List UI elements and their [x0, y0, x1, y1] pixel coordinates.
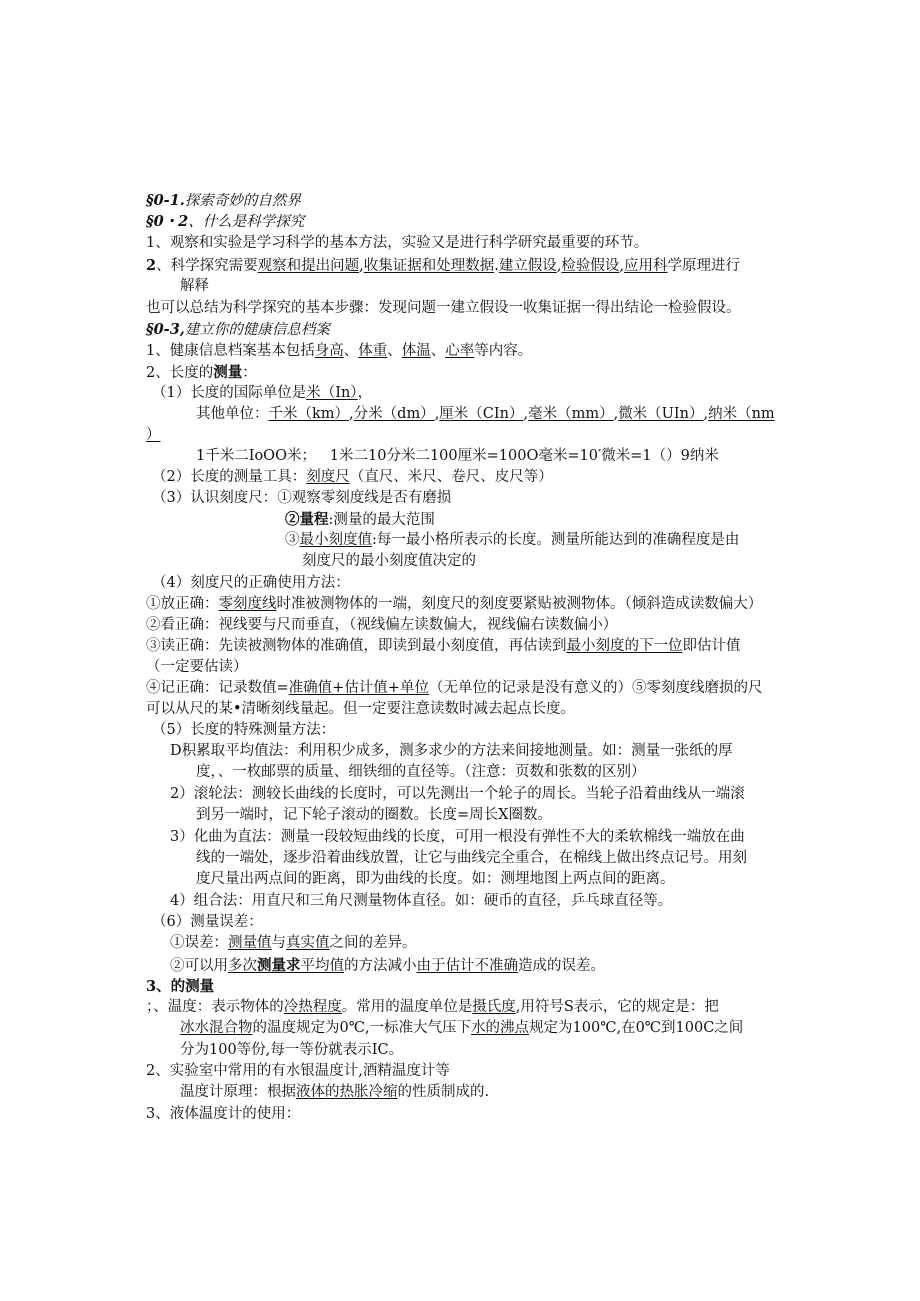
para-special-2: 2）滚轮法：测较长曲线的长度时，可以先测出一个轮子的周长。当轮子沿着曲线从一端滚 — [170, 786, 745, 802]
heading-0-3: §0-3,建立你的健康信息档案 — [146, 321, 330, 338]
para-special: （5）长度的特殊测量方法： — [152, 722, 336, 738]
para-temp-3: 3、液体温度计的使用： — [146, 1106, 301, 1122]
para-temp-heading: 3、的测量 — [146, 978, 215, 995]
para-health: 1、健康信息档案基本包括身高、体重、体温、心率等内容。 — [146, 343, 533, 359]
para-special-3: 3）化曲为直法：测量一段较短曲线的长度，可用一根没有弹性不大的柔软棉线一端放在曲 — [170, 829, 745, 845]
para-look: ②看正确：视线要与尺而垂直，（视线偏左读数偏大，视线偏右读数偏小） — [146, 617, 618, 633]
para-conversion: 1千米二IoOO米； 1米二10分米二100厘米=100O毫米=10′微米=1（）9纳米 — [196, 448, 719, 464]
para-tools: （2）长度的测量工具：刻度尺（直尺、米尺、卷尺、皮尺等） — [152, 469, 553, 485]
para-special-3-cont2: 度尺量出两点间的距离，即为曲线的长度。如：测埋地图上两点间的距离。 — [196, 871, 675, 887]
para-other-units: 其他单位：千米（km）,分米（dm）,厘米（CIn）,毫米（mm）,微米（UIn）,纳米（nm — [196, 406, 775, 422]
para-read: ③读正确：先读被测物体的准确值，即读到最小刻度值，再估读到最小刻度的下一位即估计值 — [146, 638, 741, 654]
para-special-3-cont: 线的一端处，逐步沿着曲线放置，让它与曲线完全重合，在棉线上做出终点记号。用刻 — [196, 850, 747, 866]
para-temp-1-cont: 冰水混合物的温度规定为0℃,一标准大气压下水的沸点规定为100℃,在0℃到100C之间 — [180, 1020, 744, 1036]
para-error-2: ②可以用多次测量求平均值的方法减小由于估计不准确造成的误差。 — [170, 957, 605, 974]
para-observation: 1、观察和实验是学习科学的基本方法，实验又是进行科学研究最重要的环节。 — [146, 235, 649, 251]
para-other-units-cont: ） — [146, 427, 161, 443]
para-place: ①放正确：零刻度线时准被测物体的一端，刻度尺的刻度要紧贴被测物体。（倾斜造成读数偏大） — [146, 596, 763, 612]
para-length-heading: 2、长度的测量： — [146, 364, 257, 381]
para-ruler-3: ③最小刻度值:每一最小格所表示的长度。测量所能达到的准确程度是由 — [285, 532, 740, 548]
para-special-2-cont: 到另一端时，记下轮子滚动的圈数。长度=周长X圈数。 — [196, 807, 552, 823]
para-special-1-cont: 度，、一枚邮票的质量、细铁细的直径等。（注意：页数和张数的区别） — [196, 764, 646, 780]
para-ruler-3-cont: 刻度尺的最小刻度值决定的 — [302, 553, 476, 569]
para-si-unit: （1）长度的国际单位是米（In）， — [152, 385, 373, 401]
para-correct-use: （4）刻度尺的正确使用方法： — [152, 575, 350, 591]
para-record-cont: 可以从尺的某•清晰刻线量起。但一定要注意读数时减去起点长度。 — [146, 701, 576, 717]
para-special-4: 4）组合法：用直尺和三角尺测量物体直径。如：硬币的直径，乒乓球直径等。 — [170, 893, 673, 909]
para-record: ④记正确：记录数值=准确值+估计值+单位（无单位的记录是没有意义的）⑤零刻度线磨损的尺 — [146, 680, 763, 696]
para-read-cont: （一定要估读） — [146, 659, 248, 675]
para-steps: 也可以总结为科学探究的基本步骤：发现问题一建立假设一收集证据一得出结论一检验假设。 — [146, 300, 741, 316]
para-special-1: D积累取平均值法：利用积少成多，测多求少的方法来间接地测量。如：测量一张纸的厚 — [170, 743, 733, 759]
para-temp-principle: 温度计原理：根据液体的热胀冷缩的性质制成的. — [180, 1084, 490, 1100]
para-temp-1-cont2: 分为100等份,每一等份就表示IC。 — [180, 1042, 404, 1058]
para-inquiry-cont: 解释 — [180, 278, 209, 294]
para-temp-1: ；、温度：表示物体的冷热程度。常用的温度单位是摄氏度,用符号S表示，它的规定是：把 — [146, 999, 719, 1015]
para-ruler-1: （3）认识刻度尺：①观察零刻度线是否有磨损 — [152, 490, 452, 506]
para-ruler-2: ②量程:测量的最大范围 — [285, 511, 435, 528]
para-error-heading: （6）测量误差： — [152, 914, 263, 930]
heading-0-1: §0-1.探索奇妙的自然界 — [146, 192, 301, 209]
heading-0-2: §0・2、什么是科学探究 — [146, 213, 305, 230]
para-temp-2: 2、实验室中常用的有水银温度计,酒精温度计等 — [146, 1063, 450, 1079]
para-error-1: ①误差：测量值与真实值之间的差异。 — [170, 935, 417, 951]
para-inquiry: 2、科学探究需要观察和提出问题,收集证据和处理数据.建立假设,检验假设,应用科学原理进行 — [146, 257, 741, 274]
